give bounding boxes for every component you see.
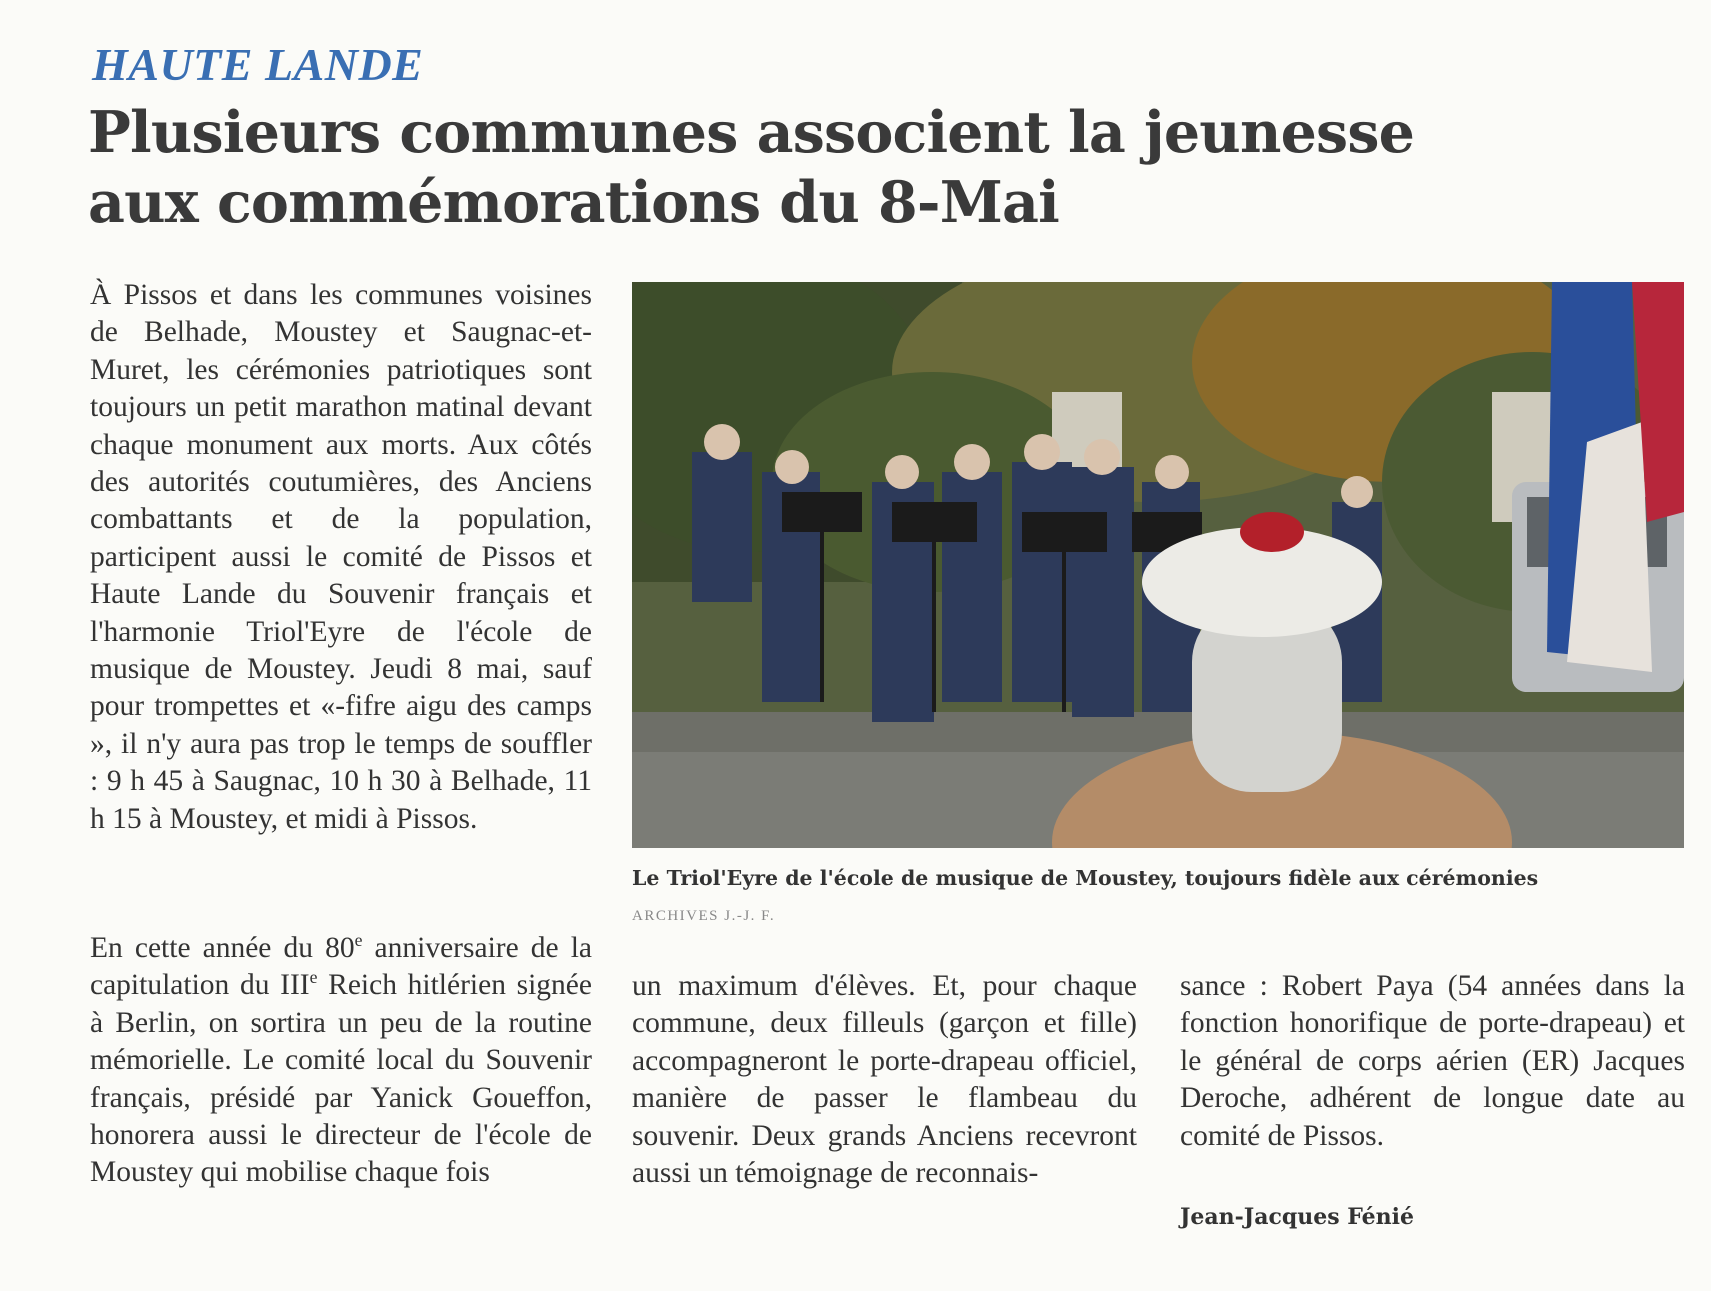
column-2-text: un maximum d'élèves. Et, pour chaque commune, deux filleuls (garçon et fille) accompagneront le porte-drapeau officiel, manière de passer le flambeau du souvenir. Deux grands Anciens recevront aussi un témoignage de reconnais- [632, 970, 1137, 1190]
paragraph-2: En cette année du 80e anniversaire de la capitulation du IIIe Reich hitlérien signée à Berlin, on sortira un peu de la routine mémorielle. Le comité local du Souvenir français, présidé par Yanick Goueffon, honorera aussi le directeur de l'école de Moustey qui mobilise chaque fois [90, 930, 592, 1189]
section-kicker: HAUTE LANDE [92, 39, 424, 90]
column-3-text: sance : Robert Paya (54 années dans la fonction honorifique de porte-drapeau) et le général de corps aérien (ER) Jacques Deroche, adhérent de longue date au comité de Pissos. [1180, 970, 1685, 1152]
headline-line-2: aux commémorations du 8-Mai [88, 169, 1060, 236]
column-1-bottom [90, 930, 592, 1192]
column-2 [632, 968, 1137, 1192]
headline-line-1: Plusieurs communes associent la jeunesse [88, 99, 1415, 166]
article-headline [88, 98, 1648, 238]
ceremony-photo-illustration [632, 282, 1684, 848]
photo-caption: Le Triol'Eyre de l'école de musique de Moustey, toujours fidèle aux cérémonies [632, 866, 1539, 890]
column-1-top [90, 277, 592, 838]
author-byline: Jean-Jacques Fénié [1180, 1204, 1415, 1230]
article-photo [632, 282, 1684, 848]
photo-credit: ARCHIVES J.-J. F. [632, 908, 776, 924]
paragraph-1: À Pissos et dans les communes voisines de Belhade, Moustey et Saugnac-et-Muret, les cérémonies patriotiques sont toujours un petit marathon matinal devant chaque monument aux morts. Aux côtés des autorités coutumières, des Anciens combattants et de la population, participent aussi le comité de Pissos et Haute Lande du Souvenir français et l'harmonie Triol'Eyre de l'école de musique de Moustey. Jeudi 8 mai, sauf pour trompettes et «-fifre aigu des camps », il n'y aura pas trop le temps de souffler : 9 h 45 à Saugnac, 10 h 30 à Belhade, 11 h 15 à Moustey, et midi à Pissos. [90, 279, 592, 835]
column-3 [1180, 968, 1685, 1155]
